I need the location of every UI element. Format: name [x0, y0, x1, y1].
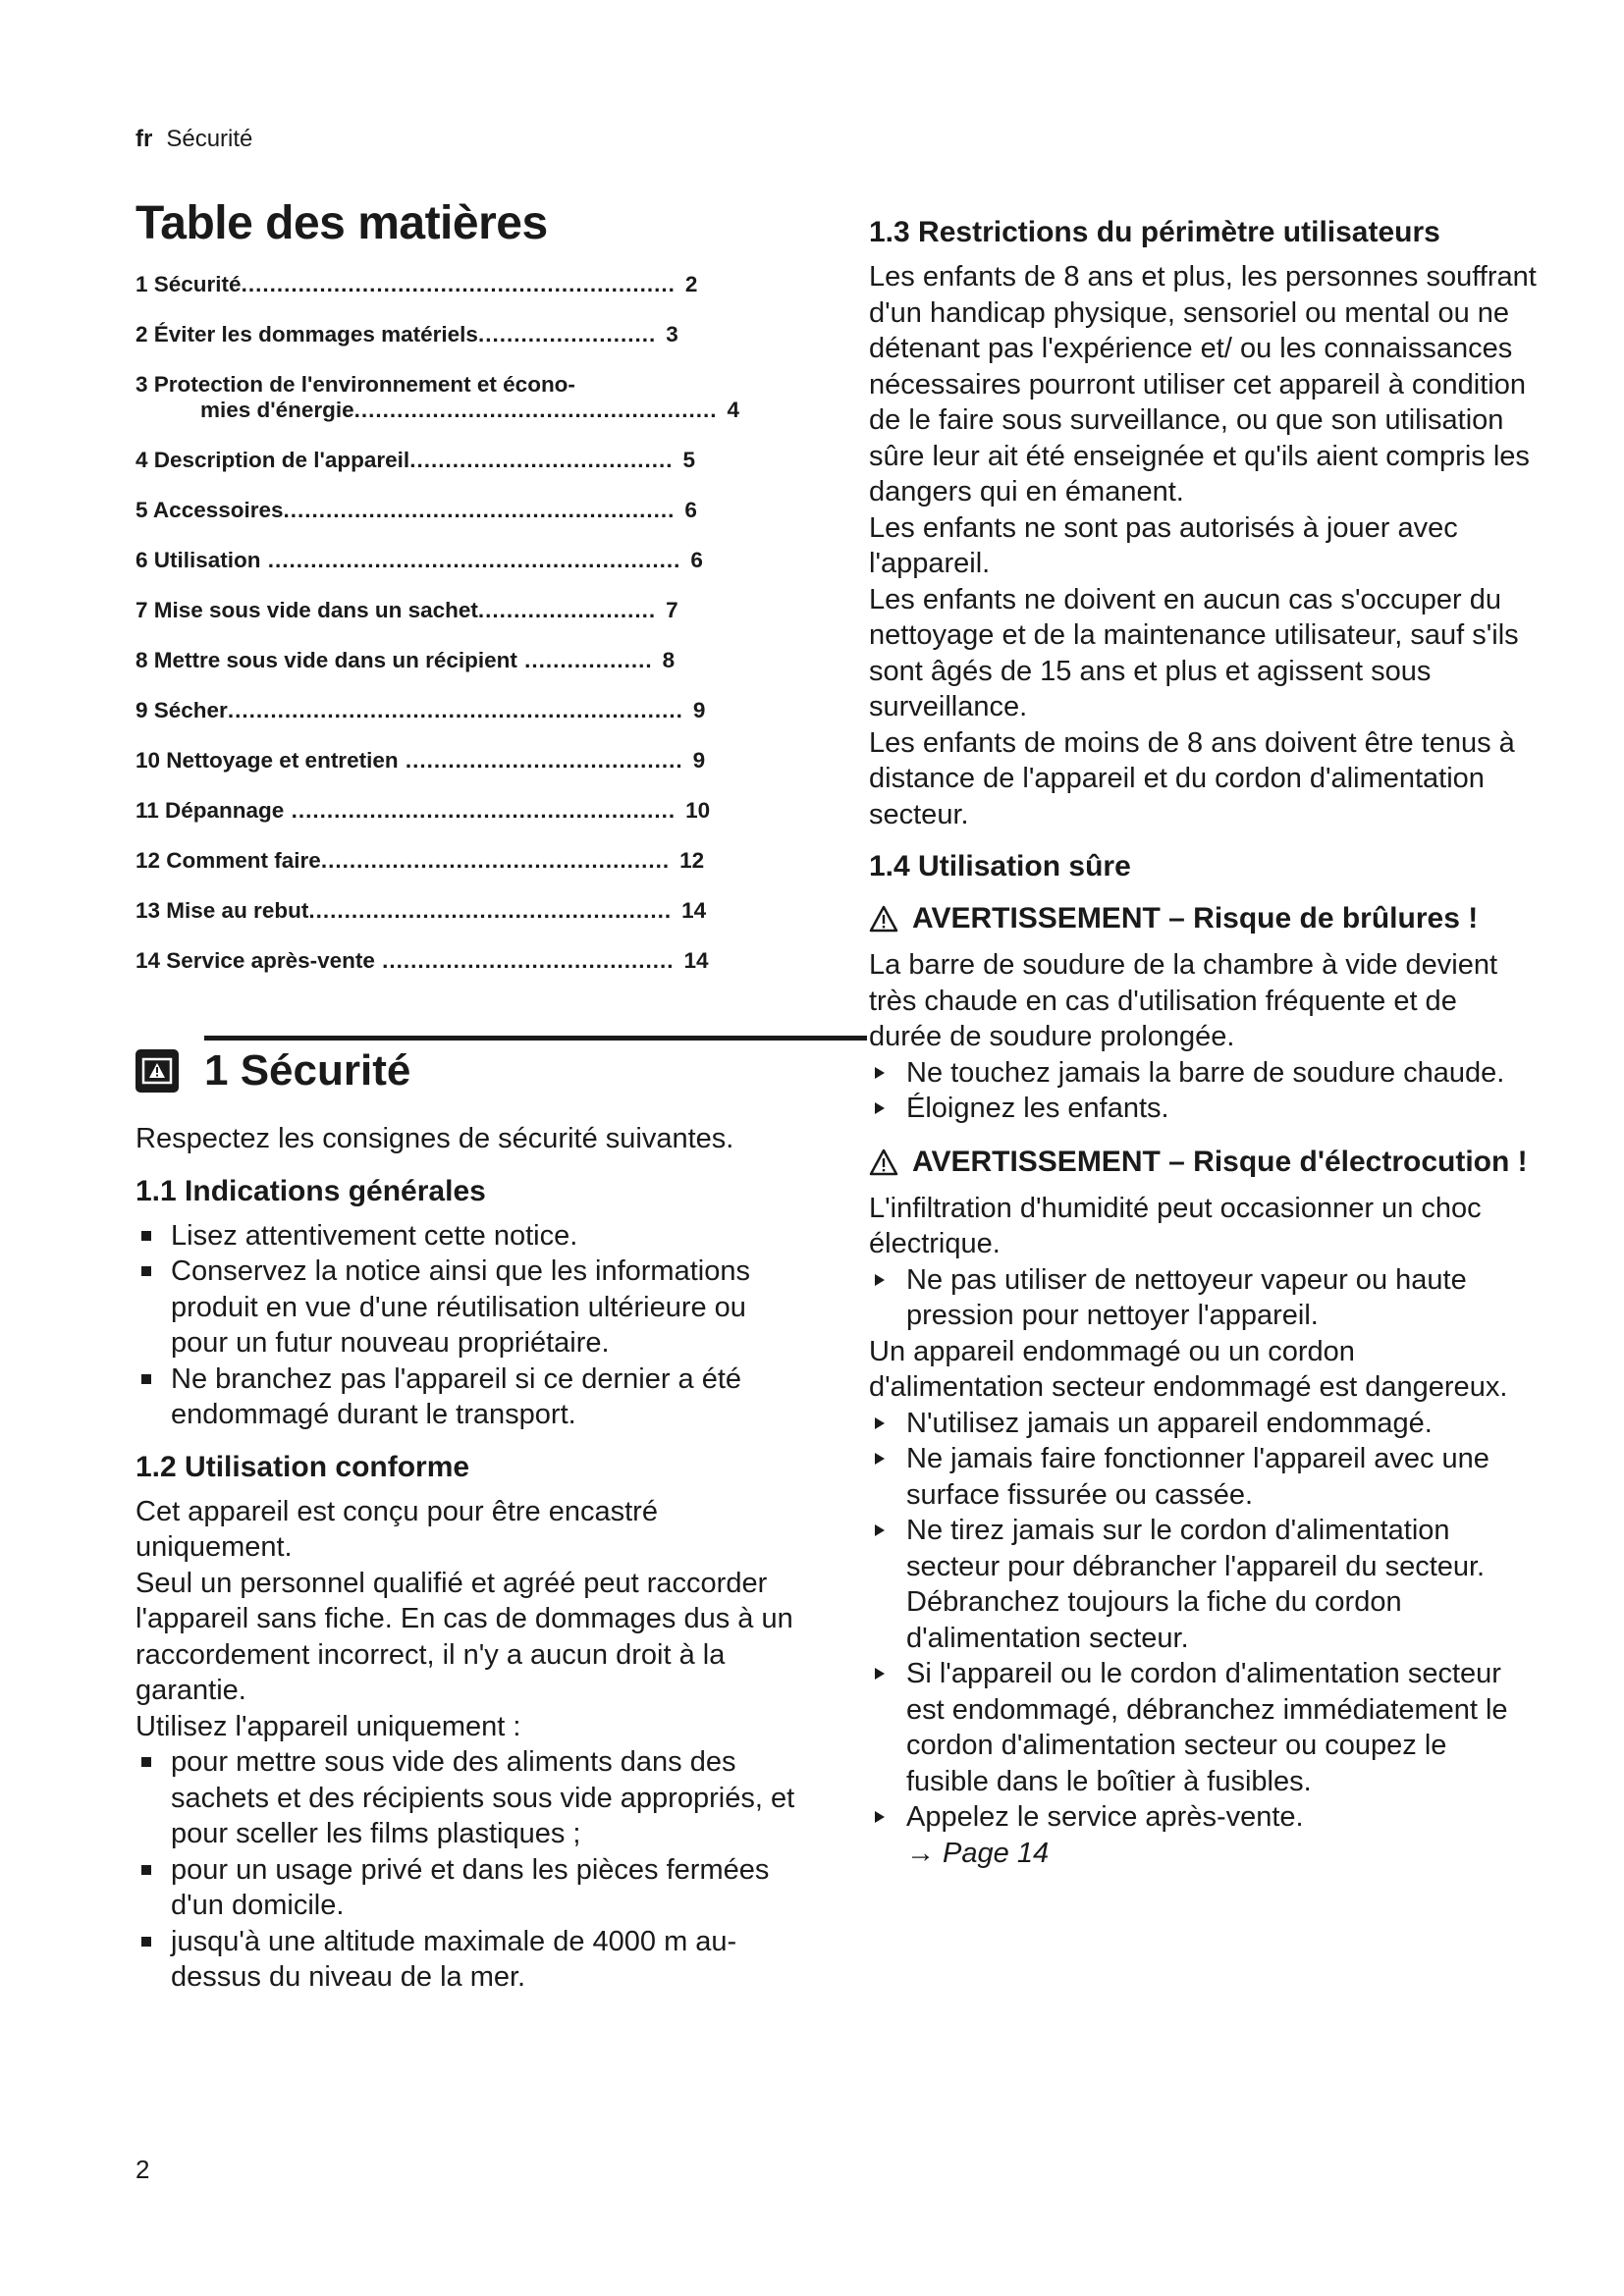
- toc-entry[interactable]: [135, 648, 803, 673]
- damage-actions-list: [869, 1406, 1537, 1836]
- toc-page: 5: [682, 448, 695, 472]
- toc-label: 2 Éviter les dommages matériels: [135, 322, 478, 347]
- list-item: jusqu'à une altitude maximale de 4000 m au-dessus du niveau de la mer.: [135, 1924, 803, 1996]
- paragraph: Seul un personnel qualifié et agréé peut raccorder l'appareil sans fiche. En cas de dommages dus à un raccordement incorrect, il n'y a aucun droit à la garantie.: [135, 1567, 793, 1706]
- list-item: Ne touchez jamais la barre de soudure chaude.: [869, 1055, 1537, 1092]
- paragraph: Les enfants de moins de 8 ans doivent être tenus à distance de l'appareil et du cordon d'alimentation secteur.: [869, 726, 1515, 830]
- subsection-title: 1.3 Restrictions du périmètre utilisateurs: [869, 216, 1440, 248]
- warning-triangle-icon: [869, 1148, 898, 1185]
- toc-entry[interactable]: [135, 848, 803, 874]
- toc-leader: .........................: [477, 322, 657, 347]
- toc-entry[interactable]: [135, 598, 803, 623]
- list-item: Si l'appareil ou le cordon d'alimentation secteur est endommagé, débranchez immédiatement le cordon d'alimentation secteur ou coupez le fusible dans le boîtier à fusibles.: [869, 1656, 1537, 1799]
- paragraph: Utilisez l'appareil uniquement :: [135, 1710, 521, 1742]
- list-item: Lisez attentivement cette notice.: [135, 1218, 803, 1255]
- subsection-title: 1.2 Utilisation conforme: [135, 1450, 470, 1483]
- section-title: 1 Sécurité: [204, 1046, 411, 1095]
- paragraph: Cet appareil est conçu pour être encastré uniquement.: [135, 1495, 658, 1563]
- toc-entry[interactable]: [135, 322, 803, 347]
- header-section: Sécurité: [166, 126, 253, 152]
- toc-entry[interactable]: [135, 272, 803, 297]
- paragraph: La barre de soudure de la chambre à vide devient très chaude en cas d'utilisation fréquente et de durée de soudure prolongée.: [869, 949, 1498, 1052]
- toc-label: 10 Nettoyage et entretien: [135, 748, 399, 773]
- toc-label: 3 Protection de l'environnement et écono-: [135, 372, 575, 397]
- section-rule: [204, 1036, 867, 1041]
- toc-leader: ...................................................: [308, 898, 673, 923]
- list-item: N'utilisez jamais un appareil endommagé.: [869, 1406, 1537, 1442]
- subsection-title: 1.1 Indications générales: [135, 1174, 486, 1207]
- toc-leader: .......................................: [398, 748, 683, 773]
- running-header: [135, 126, 252, 153]
- toc-label: 8 Mettre sous vide dans un récipient: [135, 648, 517, 672]
- toc-entry[interactable]: [135, 898, 803, 924]
- warning-heading: [869, 901, 1537, 941]
- toc-label: 7 Mise sous vide dans un sachet: [135, 598, 478, 622]
- subsection-title: 1.4 Utilisation sûre: [869, 850, 1131, 882]
- toc-label: 13 Mise au rebut: [135, 898, 309, 923]
- moisture-actions-list: [869, 1262, 1537, 1334]
- general-info-list: [135, 1218, 803, 1433]
- toc-entry[interactable]: [135, 748, 803, 774]
- toc-label: 4 Description de l'appareil: [135, 448, 410, 472]
- toc-label-cont: mies d'énergie: [200, 398, 354, 422]
- toc-entry[interactable]: [135, 948, 803, 974]
- toc-page: 2: [684, 272, 698, 296]
- language-code: fr: [135, 126, 153, 152]
- toc-label: 14 Service après-vente: [135, 948, 375, 973]
- list-item: Appelez le service après-vente.: [869, 1799, 1537, 1836]
- toc-page: 9: [692, 698, 706, 722]
- toc-leader: ..................: [516, 648, 653, 672]
- list-item: Ne tirez jamais sur le cordon d'alimentation secteur pour débrancher l'appareil du secteur. Débranchez toujours la fiche du cordon d'alimentation secteur.: [869, 1513, 1537, 1656]
- toc-page: 14: [681, 898, 707, 923]
- toc-entry[interactable]: [135, 798, 803, 824]
- toc-page: 6: [684, 498, 697, 522]
- toc-page: 7: [666, 598, 678, 622]
- warning-triangle-icon: [869, 905, 898, 941]
- toc-leader: .................................................: [320, 848, 671, 873]
- toc-page: 10: [685, 798, 711, 823]
- paragraph: Les enfants de 8 ans et plus, les personnes souffrant d'un handicap physique, sensoriel ou mental ou ne détenant pas l'expérience et/ ou les connaissances nécessaires pourront utiliser cet appareil à condition de le faire sous surveillance, ou que son utilisation sûre leur ait été enseignée et qu'ils aient compris les dangers qui en émanent.: [869, 261, 1537, 507]
- warning-heading: [869, 1145, 1537, 1185]
- paragraph: Un appareil endommagé ou un cordon d'alimentation secteur endommagé est dangereux.: [869, 1335, 1508, 1403]
- toc-entry[interactable]: [135, 372, 803, 423]
- intended-use-list: [135, 1744, 803, 1996]
- section-heading: [135, 1046, 803, 1095]
- toc-page: 3: [666, 322, 678, 347]
- warning-title: AVERTISSEMENT – Risque de brûlures !: [912, 902, 1479, 934]
- list-item: Ne pas utiliser de nettoyeur vapeur ou haute pression pour nettoyer l'appareil.: [869, 1262, 1537, 1334]
- toc-entry[interactable]: [135, 448, 803, 473]
- list-item: pour mettre sous vide des aliments dans des sachets et des récipients sous vide appropriés, et pour sceller les films plastiques ;: [135, 1744, 803, 1852]
- list-item: Éloignez les enfants.: [869, 1091, 1537, 1127]
- paragraph: L'infiltration d'humidité peut occasionner un choc électrique.: [869, 1192, 1482, 1259]
- toc-title: Table des matières: [135, 197, 548, 249]
- page-number: 2: [135, 2155, 150, 2184]
- toc-page: 8: [662, 648, 676, 672]
- paragraph: Les enfants ne doivent en aucun cas s'occuper du nettoyage et de la maintenance utilisateur, sauf s'ils sont âgés de 15 ans et plus et agissent sous surveillance.: [869, 583, 1519, 722]
- toc-leader: .......................................................: [283, 498, 676, 522]
- toc-label: 9 Sécher: [135, 698, 228, 722]
- toc-entry[interactable]: [135, 698, 803, 723]
- toc-leader: .........................................: [374, 948, 675, 973]
- toc-leader: .............................................................: [241, 272, 676, 296]
- toc-leader: .....................................: [409, 448, 674, 472]
- toc-label: 1 Sécurité: [135, 272, 242, 296]
- toc-leader: .........................: [477, 598, 657, 622]
- toc-label: 6 Utilisation: [135, 548, 261, 572]
- toc-label: 11 Dépannage: [135, 798, 285, 823]
- section-intro: Respectez les consignes de sécurité suivantes.: [135, 1123, 734, 1154]
- toc-leader: ................................................................: [227, 698, 683, 722]
- list-item: Conservez la notice ainsi que les informations produit en vue d'une réutilisation ultérieure ou pour un futur nouveau propriétaire.: [135, 1254, 803, 1362]
- burn-actions-list: [869, 1055, 1537, 1127]
- toc-entry[interactable]: [135, 548, 803, 573]
- toc-page: 4: [727, 398, 739, 422]
- paragraph: Les enfants ne sont pas autorisés à jouer avec l'appareil.: [869, 511, 1458, 579]
- list-item: Ne jamais faire fonctionner l'appareil avec une surface fissurée ou cassée.: [869, 1441, 1537, 1513]
- page-reference-link[interactable]: → Page 14: [906, 1837, 1050, 1869]
- right-column: [869, 216, 1537, 1871]
- toc-leader: ......................................................: [284, 798, 677, 823]
- toc-page: 12: [679, 848, 705, 873]
- list-item: pour un usage privé et dans les pièces fermées d'un domicile.: [135, 1852, 803, 1924]
- toc-page: 14: [683, 948, 709, 973]
- toc-leader: ...................................................: [353, 398, 718, 422]
- toc-page: 9: [692, 748, 706, 773]
- toc-leader: ..........................................................: [260, 548, 681, 572]
- toc-page: 6: [690, 548, 703, 572]
- toc-label: 5 Accessoires: [135, 498, 284, 522]
- left-column: [135, 196, 803, 1996]
- toc-label: 12 Comment faire: [135, 848, 321, 873]
- warning-title: AVERTISSEMENT – Risque d'électrocution !: [912, 1145, 1528, 1178]
- toc-list: [135, 272, 803, 974]
- list-item: Ne branchez pas l'appareil si ce dernier a été endommagé durant le transport.: [135, 1362, 803, 1433]
- safety-book-icon: [135, 1049, 179, 1093]
- toc-entry[interactable]: [135, 498, 803, 523]
